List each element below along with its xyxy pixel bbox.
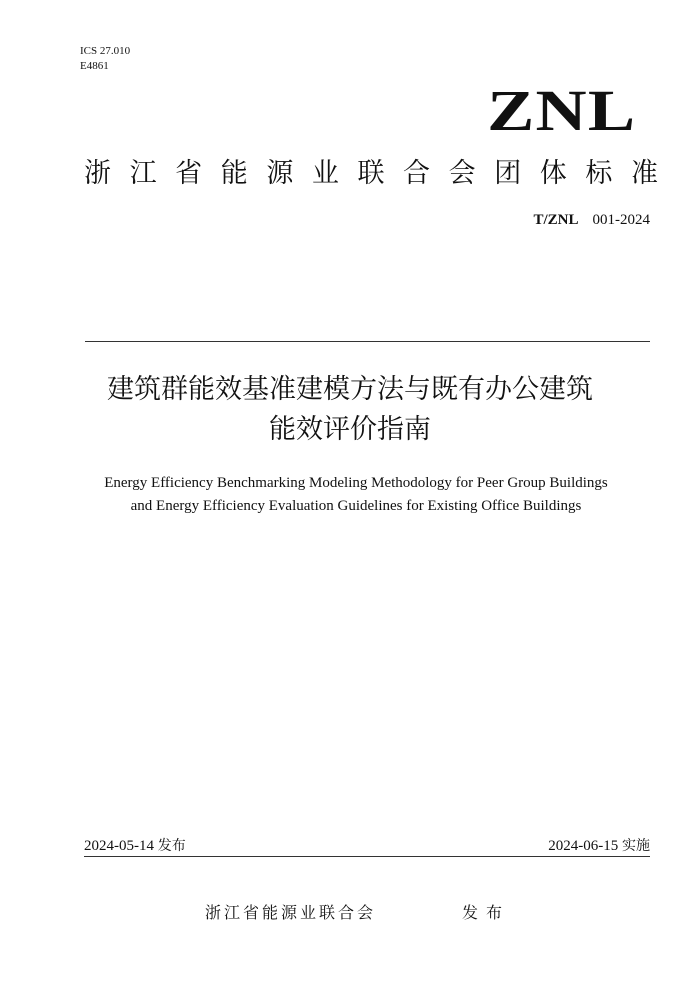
org-title-char: 体 <box>539 158 567 189</box>
org-title-char: 能 <box>220 158 248 189</box>
publisher-name: 浙江省能源业联合会 <box>205 903 377 922</box>
implement-date-label: 实施 <box>622 838 650 854</box>
org-title-char: 业 <box>311 158 339 189</box>
category-code: E4861 <box>80 60 109 72</box>
implement-date-value: 2024-06-15 <box>548 838 619 854</box>
standard-number <box>533 212 650 229</box>
standard-prefix: T/ZNL <box>533 212 579 228</box>
org-title-char: 联 <box>357 158 385 189</box>
znl-logo: ZNL <box>486 78 636 143</box>
date-row <box>84 837 650 857</box>
title-zh-line2: 能效评价指南 <box>269 414 431 445</box>
org-title-char: 准 <box>630 158 658 189</box>
org-title-char: 会 <box>448 158 476 189</box>
title-en-line2: and Energy Efficiency Evaluation Guidelines for Existing Office Buildings <box>130 498 582 514</box>
title-zh-line1: 建筑群能效基准建模方法与既有办公建筑 <box>107 374 593 405</box>
org-standard-title <box>84 158 658 190</box>
title-english <box>0 472 700 518</box>
publish-date-label: 发布 <box>157 838 186 854</box>
org-title-char: 合 <box>403 158 431 189</box>
publish-date-value: 2024-05-14 <box>84 838 154 854</box>
org-title-char: 江 <box>129 158 157 189</box>
title-en-line1: Energy Efficiency Benchmarking Modeling Methodology for Peer Group Buildings <box>104 475 608 491</box>
title-chinese <box>0 370 700 450</box>
org-title-char: 源 <box>266 158 294 189</box>
standard-code: 001-2024 <box>592 212 650 228</box>
ics-code-block <box>80 44 130 74</box>
publish-label: 发布 <box>462 903 511 922</box>
org-title-char: 浙 <box>84 158 111 189</box>
implement-date <box>548 837 650 856</box>
ics-code: ICS 27.010 <box>80 45 131 57</box>
publish-date <box>84 837 186 856</box>
org-title-char: 标 <box>585 158 613 189</box>
divider-line <box>85 341 650 342</box>
org-title-char: 团 <box>494 158 522 189</box>
org-title-char: 省 <box>175 158 203 189</box>
